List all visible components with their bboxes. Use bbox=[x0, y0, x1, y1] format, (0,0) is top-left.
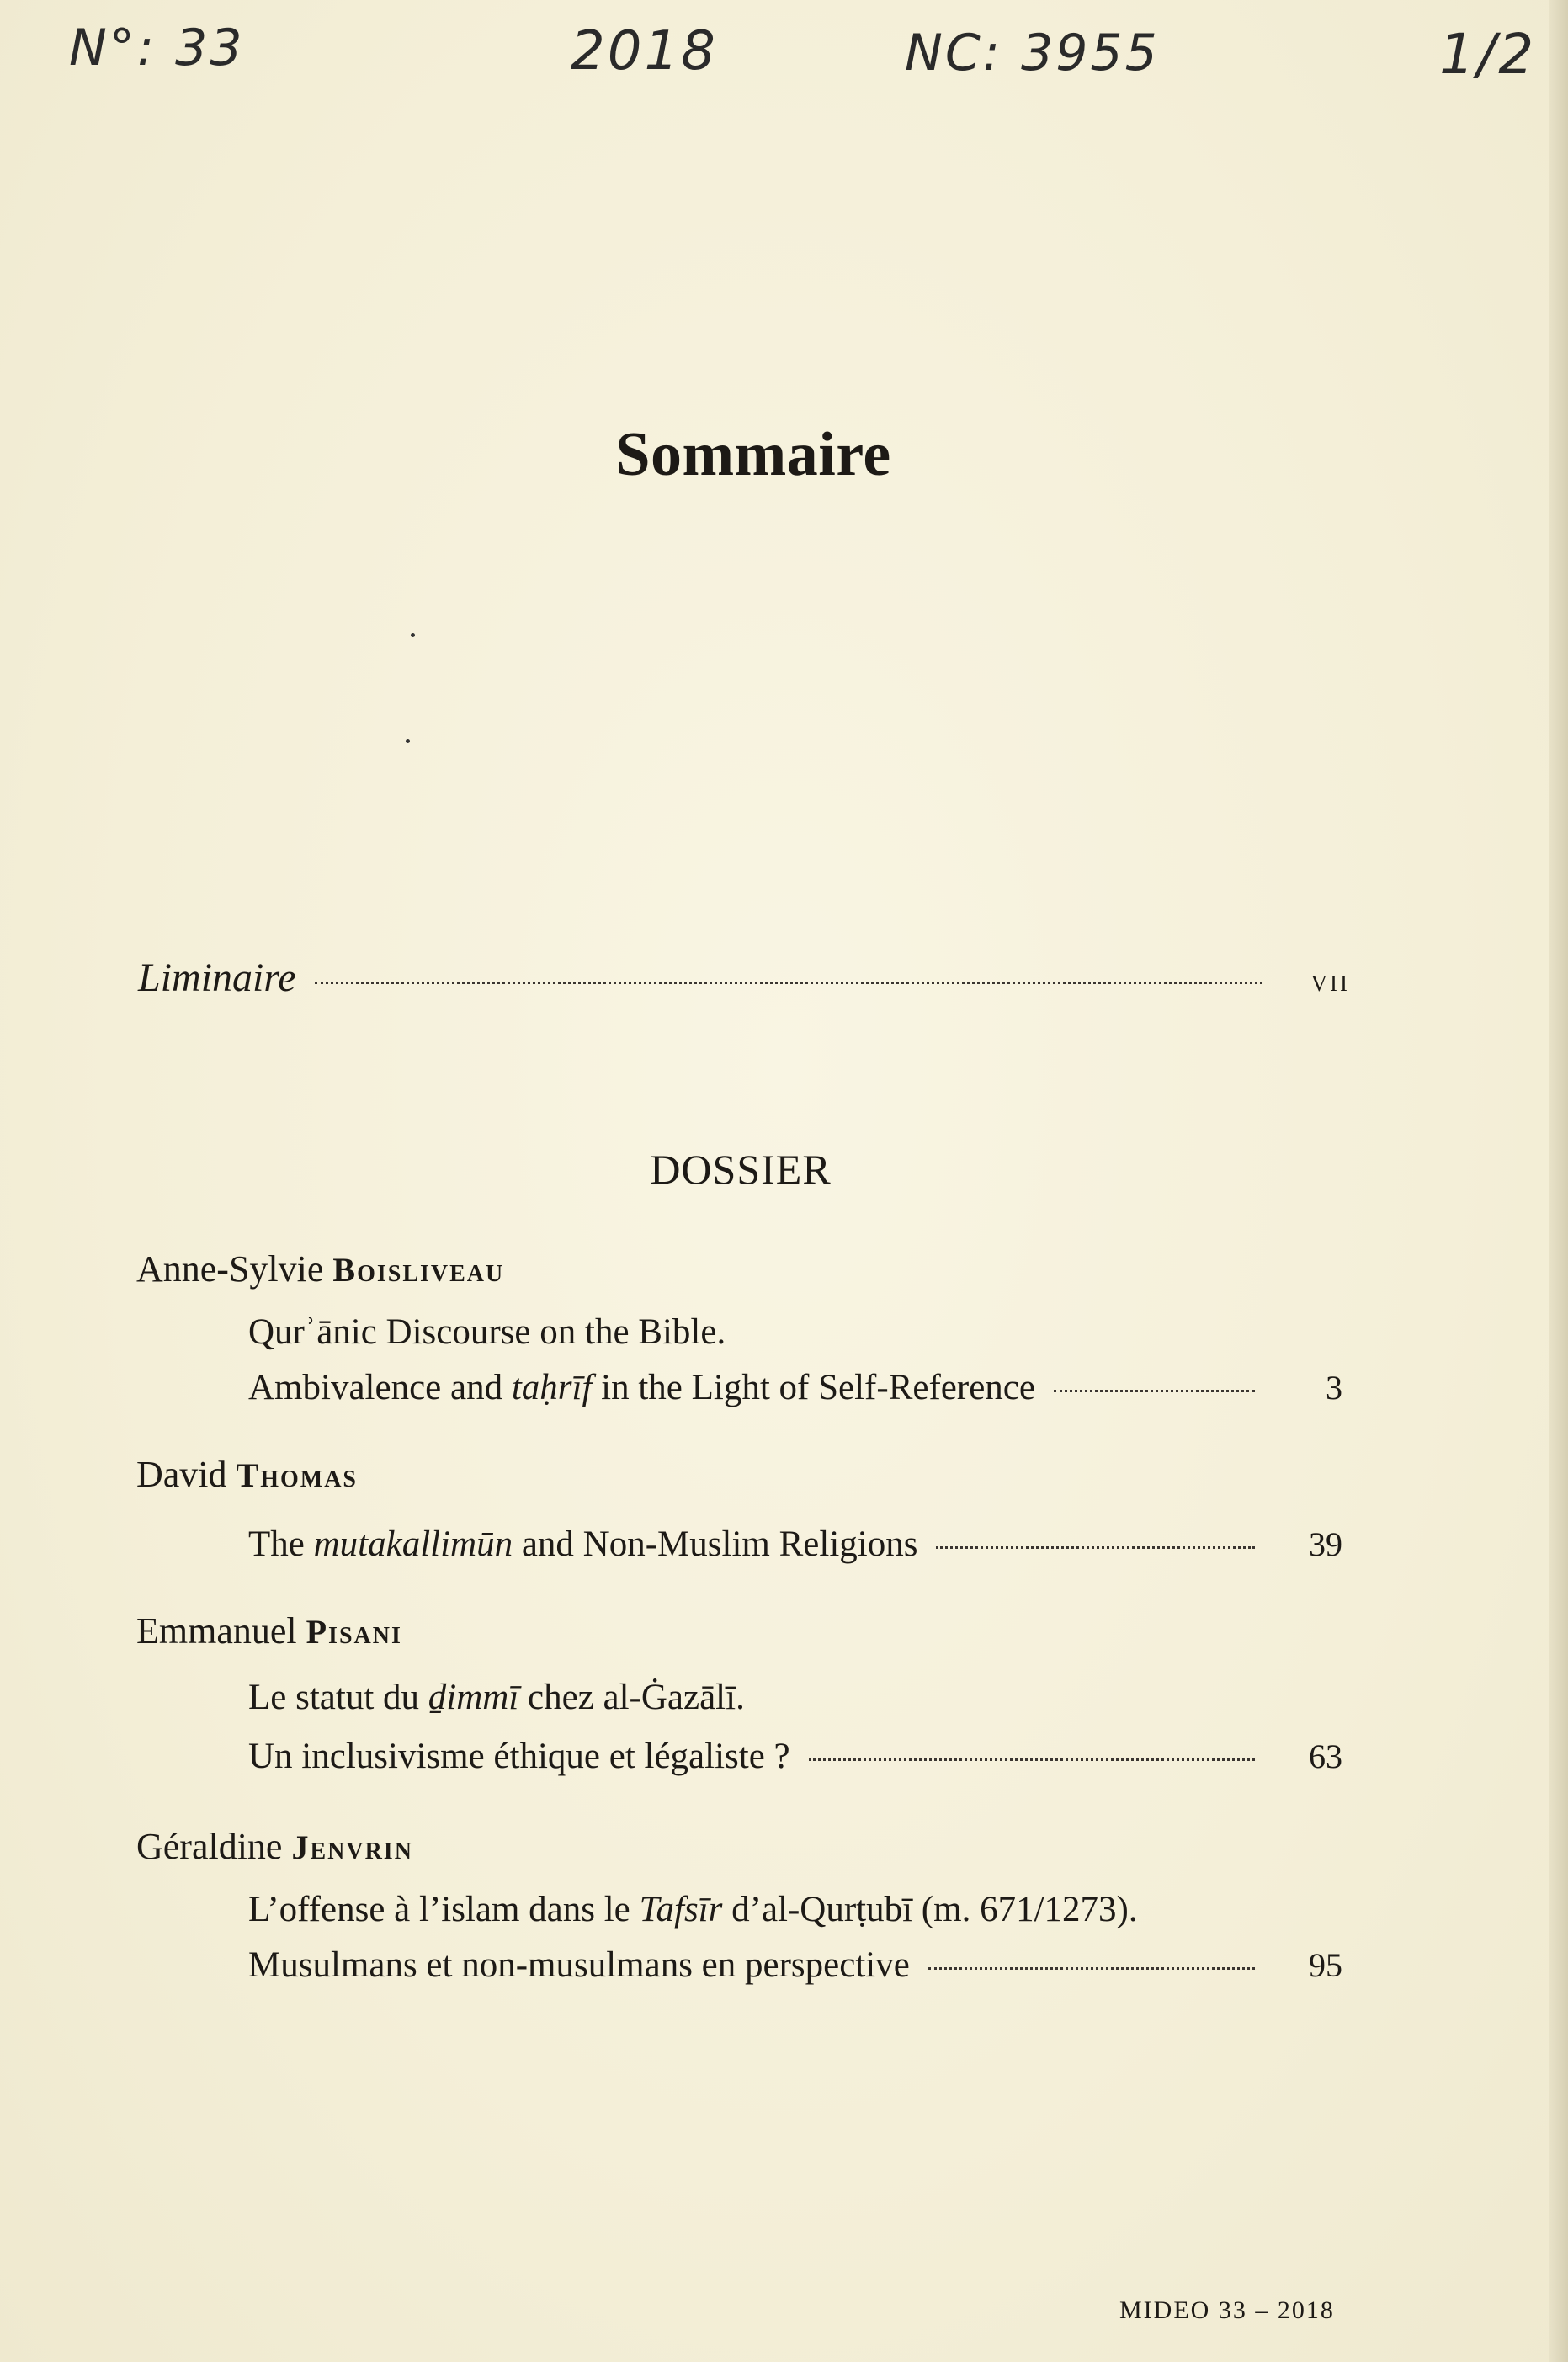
author-first-name: Géraldine bbox=[136, 1826, 283, 1867]
title-italic: Tafsīr bbox=[639, 1890, 723, 1929]
speck bbox=[406, 739, 410, 743]
article-title-line bbox=[248, 1367, 1035, 1408]
handwritten-nc-number: NC: 3955 bbox=[905, 24, 1160, 82]
speck bbox=[411, 633, 415, 637]
title-text: The bbox=[248, 1524, 314, 1564]
toc-entry[interactable] bbox=[248, 1944, 1342, 1986]
author-name bbox=[136, 1609, 402, 1652]
author-first-name: Emmanuel bbox=[136, 1610, 297, 1652]
liminaire-label: Liminaire bbox=[138, 955, 296, 1000]
title-text: Le statut du bbox=[248, 1678, 428, 1717]
title-italic: mutakallimūn bbox=[313, 1524, 513, 1564]
section-heading: DOSSIER bbox=[650, 1146, 832, 1193]
title-text: Ambivalence and bbox=[248, 1368, 512, 1407]
toc-entry[interactable] bbox=[248, 1367, 1342, 1408]
handwritten-year: 2018 bbox=[571, 20, 718, 82]
title-text: chez al-Ġazālī. bbox=[518, 1678, 745, 1717]
author-first-name: David bbox=[136, 1454, 227, 1495]
author-name bbox=[136, 1247, 504, 1290]
author-name bbox=[136, 1453, 358, 1496]
page-number: 3 bbox=[1326, 1369, 1342, 1407]
author-last-name: Pisani bbox=[306, 1613, 402, 1651]
article-title-line: Un inclusivisme éthique et légaliste ? bbox=[248, 1737, 790, 1776]
toc-entry-liminaire[interactable] bbox=[138, 955, 1350, 1001]
dot-leader bbox=[315, 982, 1262, 984]
article-title-line bbox=[248, 1889, 1138, 1930]
page-number: vii bbox=[1310, 963, 1350, 998]
author-last-name: Jenvrin bbox=[291, 1828, 413, 1866]
toc-entry[interactable] bbox=[248, 1736, 1342, 1777]
author-first-name: Anne-Sylvie bbox=[136, 1248, 324, 1290]
article-title-line bbox=[248, 1524, 917, 1565]
article-title-line bbox=[248, 1677, 745, 1718]
article-title-line: Musulmans et non-musulmans en perspective bbox=[248, 1945, 910, 1985]
page-number: 95 bbox=[1309, 1946, 1342, 1984]
toc-entry[interactable] bbox=[248, 1524, 1342, 1565]
title-text: d’al-Qurṭubī (m. 671/1273). bbox=[722, 1890, 1138, 1929]
page-number: 63 bbox=[1309, 1737, 1342, 1775]
title-text: L’offense à l’islam dans le bbox=[248, 1890, 640, 1929]
author-name bbox=[136, 1825, 413, 1868]
title-italic: ḏimmī bbox=[428, 1678, 519, 1717]
page-title: Sommaire bbox=[615, 420, 891, 489]
page-number: 39 bbox=[1309, 1525, 1342, 1563]
author-last-name: Boisliveau bbox=[332, 1251, 505, 1289]
handwritten-issue-number: N°: 33 bbox=[69, 19, 245, 77]
dot-leader bbox=[936, 1546, 1255, 1549]
handwritten-fraction: 1/2 bbox=[1439, 22, 1537, 87]
dot-leader bbox=[809, 1758, 1255, 1761]
journal-footer: MIDEO 33 – 2018 bbox=[1119, 2296, 1335, 2324]
author-last-name: Thomas bbox=[236, 1456, 358, 1494]
article-title-line: Qurʾānic Discourse on the Bible. bbox=[248, 1312, 726, 1352]
title-text: in the Light of Self-Reference bbox=[592, 1368, 1035, 1407]
page-edge bbox=[1549, 0, 1568, 2362]
dot-leader bbox=[1054, 1390, 1255, 1392]
dot-leader bbox=[928, 1967, 1255, 1970]
title-italic: taḥrīf bbox=[511, 1368, 593, 1407]
title-text: and Non-Muslim Religions bbox=[513, 1524, 918, 1564]
